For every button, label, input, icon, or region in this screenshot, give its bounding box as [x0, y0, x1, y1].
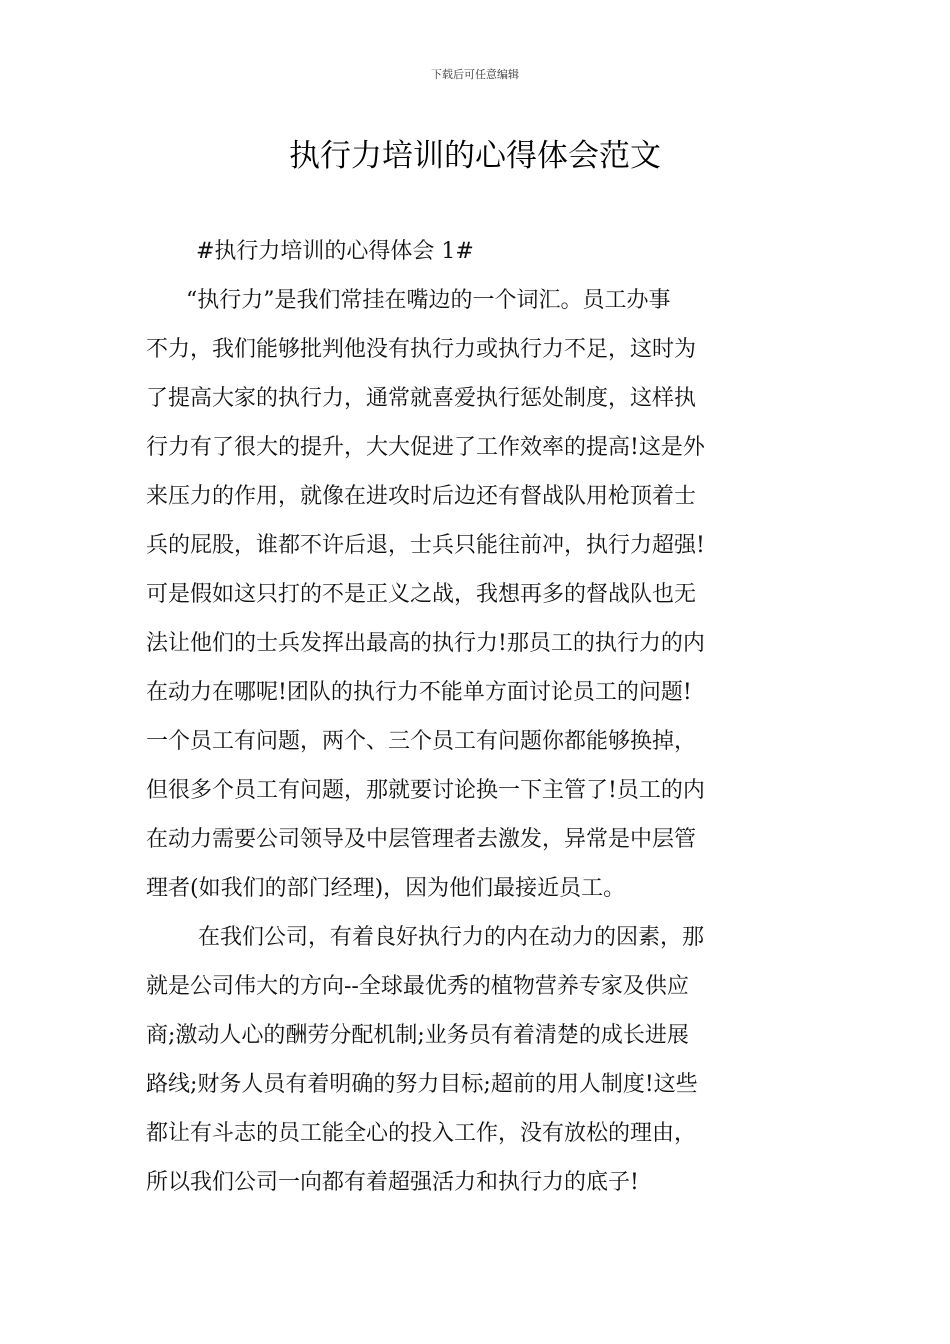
document-body [146, 228, 806, 1207]
paragraph-line: 就是公司伟大的方向--全球最优秀的植物营养专家及供应 [146, 974, 689, 999]
paragraph-line: 不力，我们能够批判他没有执行力或执行力不足，这时为 [146, 337, 697, 362]
paragraph-line: 路线;财务人员有着明确的努力目标;超前的用人制度!这些 [146, 1072, 698, 1097]
paragraph-line: 都让有斗志的员工能全心的投入工作，没有放松的理由， [146, 1121, 697, 1146]
paragraph-line: 行力有了很大的提升，大大促进了工作效率的提高!这是外 [146, 435, 705, 460]
paragraph-line: 但很多个员工有问题，那就要讨论换一下主管了!员工的内 [146, 778, 705, 803]
paragraph [146, 276, 806, 913]
paragraph-line: 在动力需要公司领导及中层管理者去激发，异常是中层管 [146, 827, 697, 852]
paragraph-line: 理者(如我们的部门经理)，因为他们最接近员工。 [146, 876, 626, 901]
paragraph-line: 一个员工有问题，两个、三个员工有问题你都能够换掉， [146, 729, 697, 754]
paragraph-line: “执行力”是我们常挂在嘴边的一个词汇。员工办事 [186, 288, 671, 313]
paragraph-line: 来压力的作用，就像在进攻时后边还有督战队用枪顶着士 [146, 484, 697, 509]
section-heading: #执行力培训的心得体会 1# [196, 239, 474, 264]
paragraph [146, 913, 806, 1207]
paragraph-line: 商;激动人心的酬劳分配机制;业务员有着清楚的成长进展 [146, 1023, 689, 1048]
paragraph-line: 在动力在哪呢!团队的执行力不能单方面讨论员工的问题! [146, 680, 692, 705]
paragraph-line: 兵的屁股，谁都不许后退，士兵只能往前冲，执行力超强! [146, 533, 705, 558]
paragraph-line: 在我们公司，有着良好执行力的内在动力的因素，那 [198, 925, 705, 950]
document-title: 执行力培训的心得体会范文 [289, 138, 661, 174]
paragraph-line: 法让他们的士兵发挥出最高的执行力!那员工的执行力的内 [146, 631, 705, 656]
paragraph-line: 可是假如这只打的不是正义之战，我想再多的督战队也无 [146, 582, 697, 607]
page-header-note: 下载后可任意编辑 [431, 68, 519, 81]
paragraph-line: 了提高大家的执行力，通常就喜爱执行惩处制度，这样执 [146, 386, 697, 411]
paragraph-line: 所以我们公司一向都有着超强活力和执行力的底子! [146, 1170, 639, 1195]
